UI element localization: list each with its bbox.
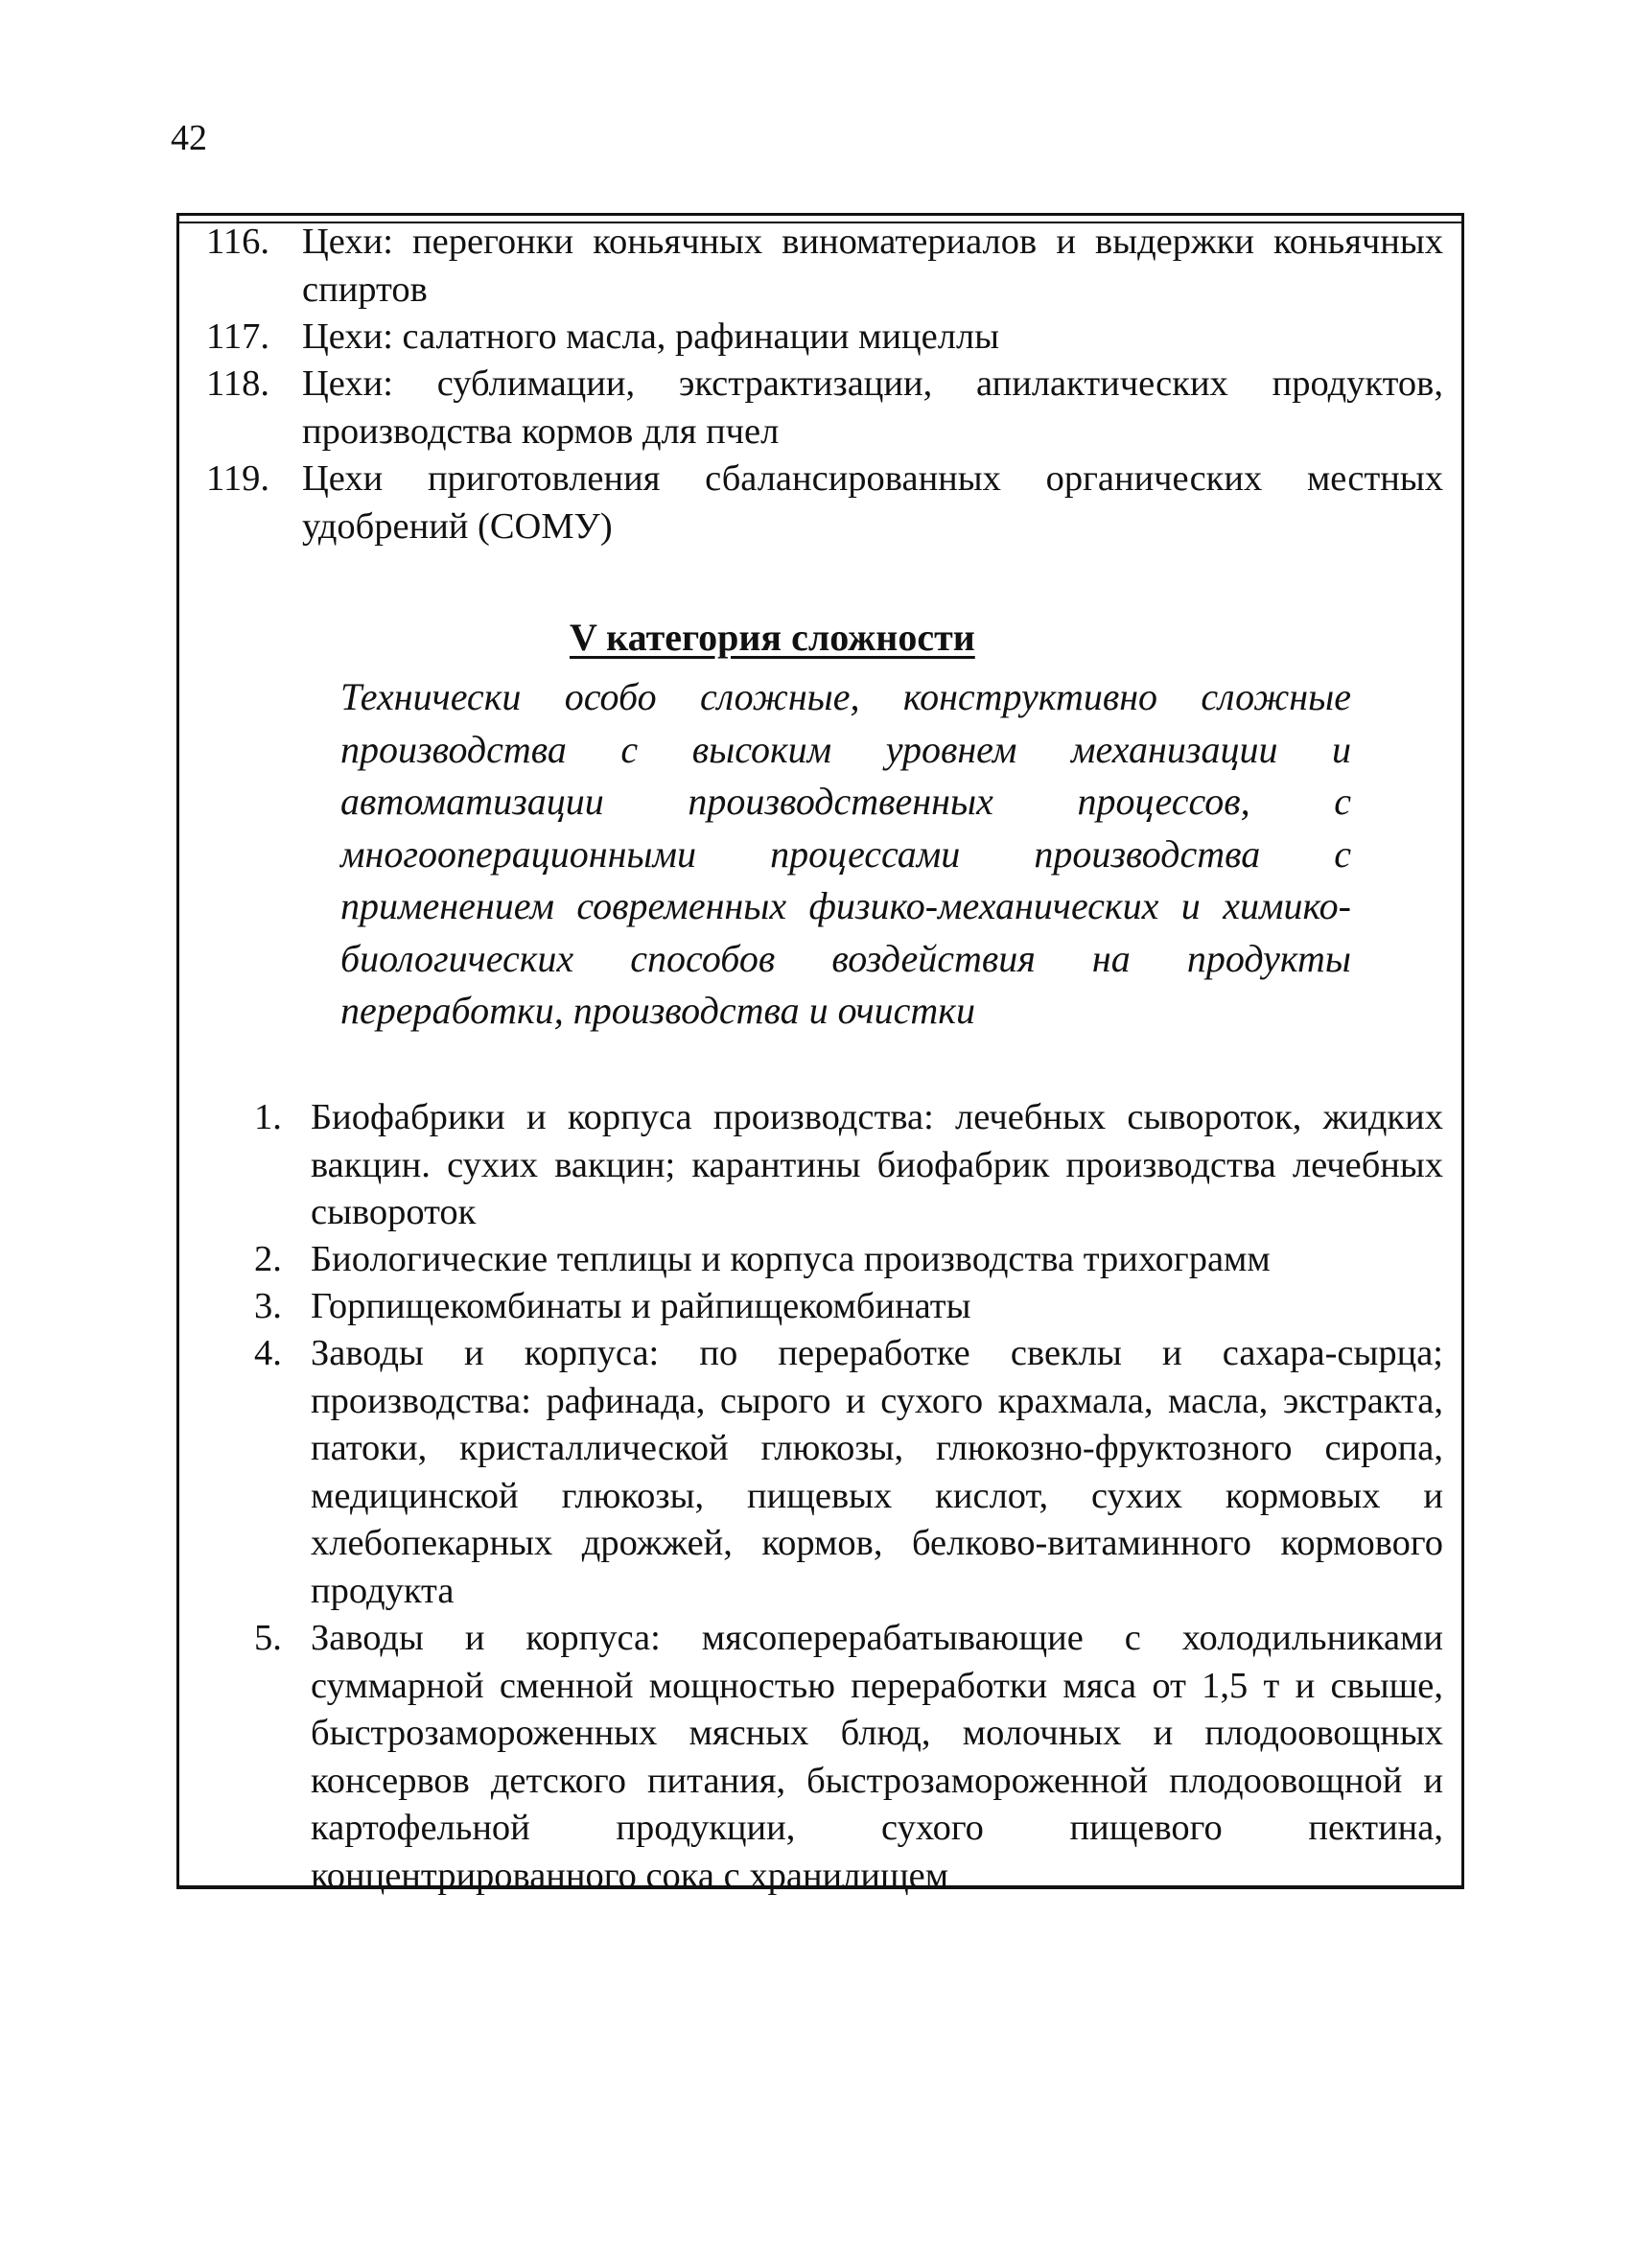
item-number: 118. <box>206 363 269 404</box>
item-text: Цехи: сублимации, экстрактизации, апилактических продуктов, производства кормов для пчел <box>302 363 1443 452</box>
item-text: Биологические теплицы и корпуса производства трихограмм <box>311 1239 1271 1279</box>
item-number: 119. <box>206 458 269 499</box>
item-text: Цехи: перегонки коньячных виноматериалов и выдержки коньячных спиртов <box>302 222 1443 310</box>
page-number: 42 <box>171 118 207 158</box>
item-text: Заводы и корпуса: по переработке свеклы и сахара-сырца; производства: рафинада, сырого и сухого крахмала, масла, экстракта, патоки, кристаллической глюкозы, глюкозно-фруктозного сиропа, медицинской глюкозы, пищевых кислот, сухих кормовых и хлебопекарных дрожжей, кормов, белково-витаминного кормового продукта <box>311 1333 1443 1611</box>
item-number: 2. <box>254 1239 282 1279</box>
item-number: 3. <box>254 1286 282 1326</box>
item-number: 5. <box>254 1618 282 1658</box>
section-description: Технически особо сложные, конструктивно сложные производства с высоким уровнем механизации и автоматизации производственных процессов, с многооперационными процессами производства с применением современных физико-механических и химико-биологических способов воздействия на продукты переработки, производства и очистки <box>340 675 1351 1032</box>
item-number: 116. <box>206 222 269 262</box>
item-number: 4. <box>254 1333 282 1373</box>
item-text: Горпищекомбинаты и райпищекомбинаты <box>311 1286 971 1326</box>
section-heading: V категория сложности <box>570 616 975 659</box>
item-text: Заводы и корпуса: мясоперерабатывающие с холодильниками суммарной сменной мощностью переработки мяса от 1,5 т и свыше, быстрозамороженных мясных блюд, молочных и плодоовощных консервов детского питания, быстрозамороженной плодоовощной и картофельной продукции, сухого пищевого пектина, концентрированного сока с хранилищем <box>311 1618 1443 1896</box>
item-number: 1. <box>254 1097 282 1137</box>
item-text: Биофабрики и корпуса производства: лечебных сывороток, жидких вакцин. сухих вакцин; карантины биофабрик производства лечебных сывороток <box>311 1097 1443 1232</box>
item-number: 117. <box>206 316 269 357</box>
item-text: Цехи: салатного масла, рафинации мицеллы <box>302 316 1000 357</box>
item-text: Цехи приготовления сбалансированных органических местных удобрений (СОМУ) <box>302 458 1443 547</box>
